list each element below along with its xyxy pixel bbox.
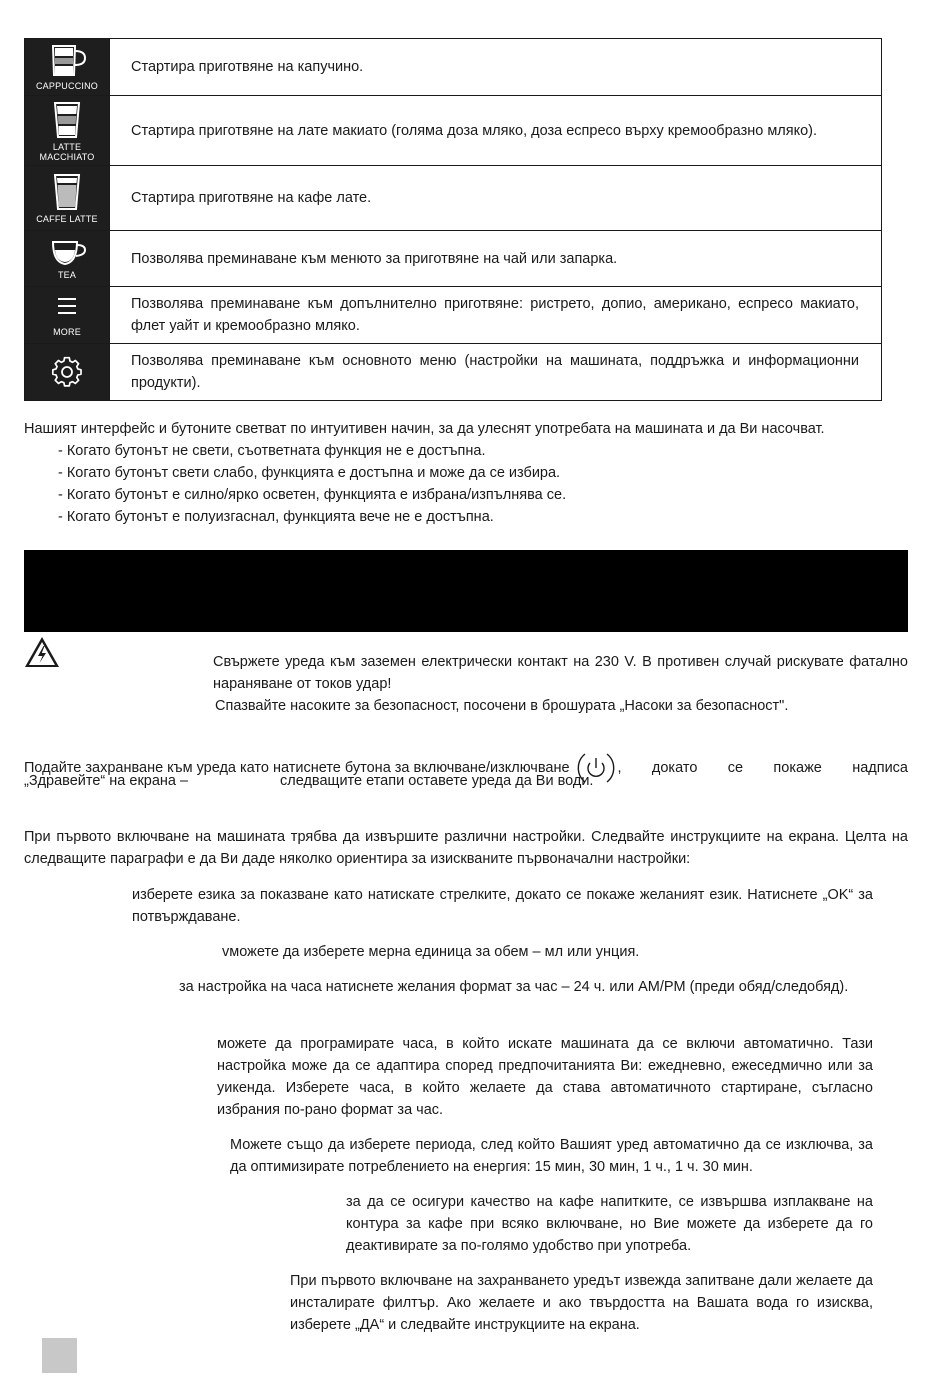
label-line: LATTE [52,141,82,152]
function-row-caffe-latte [25,166,881,231]
cappuccino-label: CAPPUCCINO [35,81,98,91]
safety-guidelines-note: Спазвайте насоките за безопасност, посочени в брошурата „Насоки за безопасност". [215,698,789,714]
list-item: - Когато бутонът е полуизгаснал, функцията вече не е достъпна. [58,509,494,525]
power-text: , докато се покаже надписа [617,760,908,776]
page-number-box [42,1338,77,1373]
function-row-settings [25,344,881,400]
power-text: Подайте захранване към уреда като натиснете бутона за включване/изключване [24,760,570,776]
tea-button[interactable] [25,231,110,286]
interface-bullets [58,440,898,528]
more-label: MORE [53,327,81,337]
step-volume-unit: vможете да изберете мерна единица за обем – мл или унция. [222,944,640,960]
list-item: - Когато бутонът е силно/ярко осветен, функцията е избрана/изпълнява се. [58,487,567,503]
function-description: Стартира приготвяне на лате макиато (голяма доза мляко, доза еспресо върху кремообразно мляко). [131,122,818,139]
latte-macchiato-glass-icon [50,100,84,140]
step-auto-off: Можете също да изберете периода, след който Вашият уред автоматично да се изключва, за да оптимизирате потреблението на енергия: 15 мин, 30 мин, 1 ч., 1 ч. 30 мин. [230,1137,873,1175]
function-row-more [25,287,881,344]
tea-label: TEA [57,269,77,280]
step-language: изберете езика за показване като натискате стрелките, докато се покаже желаният език. Натиснете „OK“ за потвърждаване. [132,887,873,925]
function-description: Стартира приготвяне на капучино. [131,59,364,75]
electric-hazard-icon [24,636,60,668]
function-description: Позволява преминаване към основното меню (настройки на машината, поддръжка и информационни продукти). [131,353,859,391]
latte-macchiato-button[interactable] [25,96,110,165]
function-description: Стартира приготвяне на кафе лате. [131,190,372,206]
interface-intro: Нашият интерфейс и бутоните светват по интуитивен начин, за да улеснят употребата на машината и да Ви насочват. [24,421,825,437]
cappuccino-cup-icon [45,43,89,79]
section-header-bar [24,550,908,632]
label-line: MACCHIATO [39,151,95,162]
more-button[interactable] [25,287,110,343]
settings-button[interactable] [25,344,110,400]
step-rinse: за да се осигури качество на кафе напитките, се извършва изплакване на контура за кафе при всяко включване, но Вие можете да изберете да го деактивирате за по-голямо удобство при употреба. [346,1194,873,1254]
cappuccino-button[interactable] [25,39,110,95]
function-description: Позволява преминаване към менюто за приготвяне на чай или запарка. [131,250,618,267]
caffe-latte-glass-icon [50,172,84,212]
power-line2-b: следващите етапи оставете уреда да Ви води. [280,773,594,789]
caffe-latte-label: CAFFE LATTE [36,214,98,224]
warning-text: Свържете уреда към заземен електрически контакт на 230 V. В противен случай рискувате фатално нараняване от токов удар! [213,654,908,692]
first-use-text: При първото включване на машината трябва да извършите различни настройки. Следвайте инструкциите на екрана. Целта на следващите параграфи е да Ви даде няколко ориентира за изискваните първоначални настройки: [24,829,908,867]
function-row-cappuccino [25,39,881,96]
caffe-latte-button[interactable] [25,166,110,230]
function-table [24,38,882,401]
list-item: - Когато бутонът не свети, съответната функция не е достъпна. [58,443,486,459]
latte-macchiato-label [40,142,95,162]
list-item: - Когато бутонът свети слабо, функцията е достъпна и може да се избира. [58,465,561,481]
gear-icon [50,355,84,389]
function-row-latte-macchiato [25,96,881,166]
step-time-format: за настройка на часа натиснете желания формат за час – 24 ч. или AM/PM (преди обяд/следобяд). [179,979,849,995]
menu-lines-icon [52,293,82,319]
tea-cup-icon [45,238,89,268]
step-filter: При първото включване на захранването уредът извежда запитване дали желаете да инсталирате филтър. Ако желаете и ако твърдостта на Вашата вода го изисква, изберете „ДА“ и следвайте инструкциите на екрана. [290,1273,873,1333]
power-line2-a: „Здравейте“ на екрана – [24,773,189,789]
function-description: Позволява преминаване към допълнително приготвяне: ристрето, допио, американо, еспресо макиато, флет уайт и кремообразно мляко. [131,296,859,334]
step-auto-start: можете да програмирате часа, в който искате машината да се включи автоматично. Тази настройка може да се адаптира според предпочитанията Ви: ежедневно, ежеседмично или за уикенда. Изберете часа, в който желаете да става автоматичното стартиране, съгласно избрания по-рано формат за час. [217,1036,873,1118]
function-row-tea [25,231,881,287]
